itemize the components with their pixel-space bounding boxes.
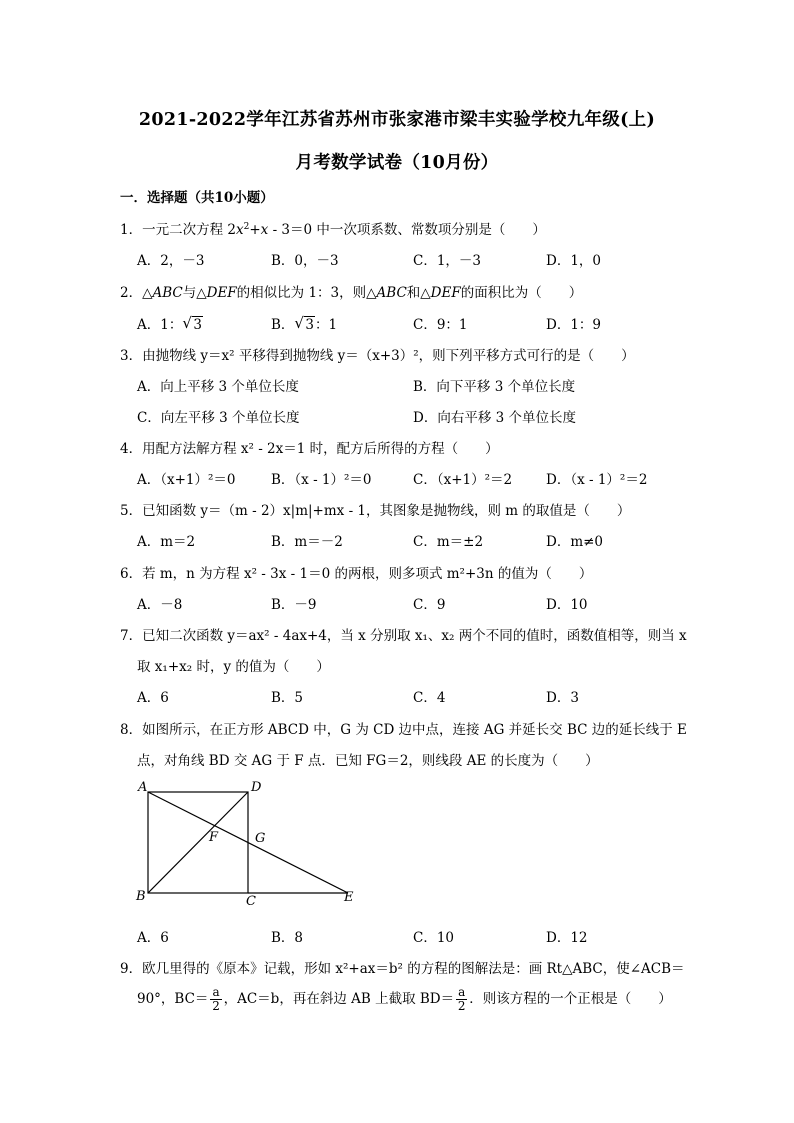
label-a: A xyxy=(138,780,148,795)
q7-option-b: B．5 xyxy=(271,690,304,706)
label-f: F xyxy=(209,830,219,845)
q4-option-c: C．（x+1）²＝2 xyxy=(413,472,513,488)
question-7-stem-line-1: 7．已知二次函数 y＝ax² - 4ax+4，当 x 分别取 x₁、x₂ 两个不同的值时，函数值相等，则当 x xyxy=(120,628,687,644)
question-1-stem: 1．一元二次方程 $2x^2+x - 3=0$ 中一次项系数、常数项分别是（ ） xyxy=(120,222,546,238)
q1-option-b: B．0，－3 xyxy=(271,253,339,269)
q3-option-c: C．向左平移 3 个单位长度 xyxy=(137,410,300,426)
q2-option-d: D．1：9 xyxy=(546,317,602,333)
q7-option-d: D．3 xyxy=(546,690,579,706)
q3-option-a: A．向上平移 3 个单位长度 xyxy=(137,379,299,395)
q5-option-d: D．m≠0 xyxy=(546,534,604,550)
question-4-stem: 4．用配方法解方程 x² - 2x＝1 时，配方后所得的方程（ ） xyxy=(120,441,499,457)
diagonal-bd xyxy=(148,792,248,893)
fraction-a-over-2: $\frac{a}{2}$ xyxy=(457,985,466,1014)
q5-option-c: C．m＝±2 xyxy=(413,534,484,550)
fraction-a-over-2: $\frac{a}{2}$ xyxy=(212,985,220,1014)
q1-option-d: D．1，0 xyxy=(546,253,602,269)
exam-title-line-2: 月考数学试卷（10月份） xyxy=(295,153,499,173)
q3-option-b: B．向下平移 3 个单位长度 xyxy=(413,379,576,395)
q2-option-c: C．9：1 xyxy=(413,317,468,333)
q4-option-d: D．（x - 1）²＝2 xyxy=(546,472,648,488)
question-6-stem: 6．若 m，n 为方程 x² - 3x - 1＝0 的两根，则多项式 m²+3n 的值为（ ） xyxy=(120,566,593,582)
label-c: C xyxy=(246,894,256,909)
q6-option-c: C．9 xyxy=(413,597,446,613)
q2-option-b: B． √ 3：1 xyxy=(271,314,338,333)
q4-option-a: A．（x+1）²＝0 xyxy=(137,472,236,488)
q6-option-d: D．10 xyxy=(546,597,588,613)
q3-option-d: D．向右平移 3 个单位长度 xyxy=(413,410,576,426)
q1-option-c: C．1，－3 xyxy=(413,253,482,269)
q8-option-c: C．10 xyxy=(413,930,455,946)
square-geometry-figure xyxy=(130,776,370,911)
label-e: E xyxy=(344,890,354,905)
q8-option-d: D．12 xyxy=(546,930,588,946)
question-9-stem-line-2: 90°，BC＝ $\frac{a}{2}$ ，AC＝b，再在斜边 AB 上截取 BD＝ $\frac{a}{2}$ ．则该方程的一个正根是（ ） xyxy=(137,985,672,1014)
question-2-stem: 2．△ABC与△DEF的相似比为 1：3，则△ABC和△DEF的面积比为（ ） xyxy=(120,285,583,301)
question-8-stem-line-2: 点，对角线 BD 交 AG 于 F 点．已知 FG＝2，则线段 AE 的长度为（ ） xyxy=(137,753,599,769)
q4-option-b: B．（x - 1）²＝0 xyxy=(271,472,372,488)
q2-option-a: A．1： √ 3 xyxy=(137,314,202,333)
question-5-stem: 5．已知函数 y＝（m - 2）x|m|+mx - 1，其图象是抛物线，则 m 的取值是（ ） xyxy=(120,503,631,519)
q5-option-a: A．m＝2 xyxy=(137,534,196,550)
question-8-stem-line-1: 8．如图所示，在正方形 ABCD 中，G 为 CD 边中点，连接 AG 并延长交 BC 边的延长线于 E xyxy=(120,722,687,738)
q5-option-b: B．m＝－2 xyxy=(271,534,343,550)
q7-option-a: A．6 xyxy=(137,690,169,706)
q6-option-b: B．－9 xyxy=(271,597,317,613)
label-b: B xyxy=(136,889,146,904)
q7-option-c: C．4 xyxy=(413,690,446,706)
q8-option-b: B．8 xyxy=(271,930,304,946)
q1-option-a: A．2，－3 xyxy=(137,253,205,269)
question-9-stem-line-1: 9．欧几里得的《原本》记载，形如 x²+ax＝b² 的方程的图解法是：画 Rt△ABC，使∠ACB＝ xyxy=(120,961,685,977)
question-7-stem-line-2: 取 x₁+x₂ 时，y 的值为（ ） xyxy=(137,659,330,675)
section-heading: 一．选择题（共10小题） xyxy=(120,190,274,206)
question-3-stem: 3．由抛物线 y＝x² 平移得到抛物线 y＝（x+3）²，则下列平移方式可行的是（ ） xyxy=(120,348,635,364)
exam-title-line-1: 2021-2022学年江苏省苏州市张家港市梁丰实验学校九年级(上) xyxy=(138,110,656,130)
label-d: D xyxy=(251,780,262,795)
q6-option-a: A．－8 xyxy=(137,597,183,613)
label-g: G xyxy=(255,831,266,846)
q8-option-a: A．6 xyxy=(137,930,169,946)
